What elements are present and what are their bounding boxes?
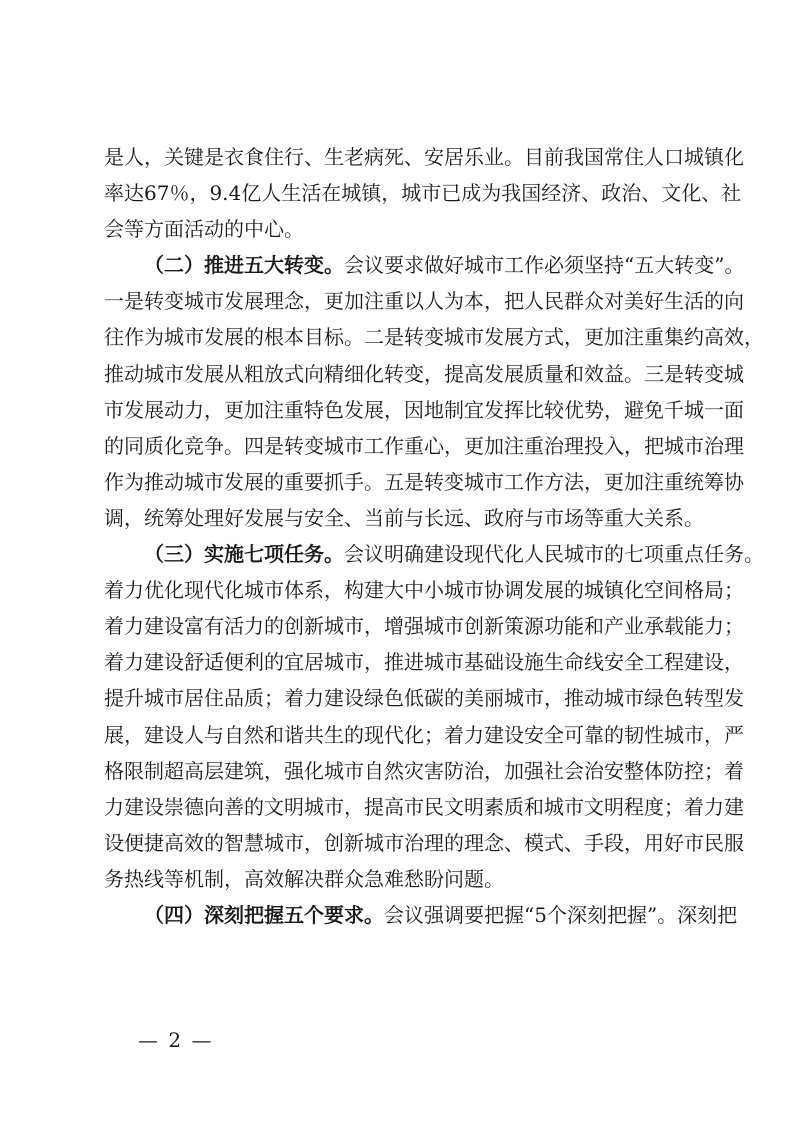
line-text: 一是转变城市发展理念，更加注重以人为本，把人民群众对美好生活的向 <box>104 289 744 314</box>
line-text: 格限制超高层建筑，强化城市自然灾害防治，加强社会治安整体防控；着 <box>104 758 744 783</box>
line-text: 会议强调要把握“5个深刻把握”。深刻把 <box>384 902 738 927</box>
line-text: 往作为城市发展的根本目标。二是转变城市发展方式，更加注重集约高效， <box>104 325 764 350</box>
text-line <box>104 177 742 213</box>
line-text: 的同质化竞争。四是转变城市工作重心，更加注重治理投入，把城市治理 <box>104 433 744 458</box>
line-text: 展，建设人与自然和谐共生的现代化；着力建设安全可靠的韧性城市，严 <box>104 722 744 747</box>
line-text: 调，统筹处理好发展与安全、当前与长远、政府与市场等重大关系。 <box>104 505 704 530</box>
line-text: 会议要求做好城市工作必须坚持“五大转变”。 <box>344 253 745 278</box>
text-line <box>104 213 707 249</box>
section-heading: （二）推进五大转变。 <box>144 253 344 278</box>
line-text: 力建设崇德向善的文明城市，提高市民文明素质和城市文明程度；着力建 <box>104 794 744 819</box>
text-line <box>104 466 744 502</box>
line-text: 着力建设舒适便利的宜居城市，推进城市基础设施生命线安全工程建设， <box>104 650 744 675</box>
line-text: 是人，关键是衣食住行、生老病死、安居乐业。目前我国常住人口城镇化 <box>104 145 744 169</box>
text-line <box>104 610 744 646</box>
line-text: 提升城市居住品质；着力建设绿色低碳的美丽城市，推动城市绿色转型发 <box>104 686 744 711</box>
text-line <box>104 791 744 827</box>
text-line <box>104 502 707 538</box>
line-text: 会议明确建设现代化人民城市的七项重点任务。 <box>344 542 764 567</box>
section-heading: （四）深刻把握五个要求。 <box>144 902 384 927</box>
line-text: 推动城市发展从粗放式向精细化转变，提高发展质量和效益。三是转变城 <box>104 361 744 386</box>
text-line <box>104 430 744 466</box>
text-line <box>104 285 744 321</box>
line-text: 率达67％，9.4亿人生活在城镇，城市已成为我国经济、政治、文化、社 <box>104 181 742 206</box>
text-line <box>104 827 744 863</box>
text-line <box>104 646 744 682</box>
page-number: — 2 — <box>138 1028 214 1052</box>
text-line <box>104 755 744 791</box>
text-line <box>104 719 744 755</box>
line-text: 着力优化现代化城市体系，构建大中小城市协调发展的城镇化空间格局； <box>104 578 744 603</box>
line-text: 着力建设富有活力的创新城市，增强城市创新策源功能和产业承载能力； <box>104 614 744 639</box>
section-heading-line <box>104 899 738 935</box>
line-text: 会等方面活动的中心。 <box>104 217 304 242</box>
section-heading-line <box>104 538 764 574</box>
line-text: 设便捷高效的智慧城市，创新城市治理的理念、模式、手段，用好市民服 <box>104 830 744 855</box>
text-line <box>104 863 707 899</box>
section-heading-line <box>104 249 745 285</box>
text-line <box>104 321 764 357</box>
line-text: 市发展动力，更加注重特色发展，因地制宜发挥比较优势，避免千城一面 <box>104 397 744 422</box>
text-line <box>104 682 744 718</box>
document-body <box>104 141 764 935</box>
text-line <box>104 574 744 610</box>
line-text: 务热线等机制，高效解决群众急难愁盼问题。 <box>104 866 504 891</box>
line-text: 作为推动城市发展的重要抓手。五是转变城市工作方法，更加注重统筹协 <box>104 469 744 494</box>
text-line <box>104 358 744 394</box>
section-heading: （三）实施七项任务。 <box>144 542 344 567</box>
text-line <box>104 141 744 177</box>
text-line <box>104 394 744 430</box>
